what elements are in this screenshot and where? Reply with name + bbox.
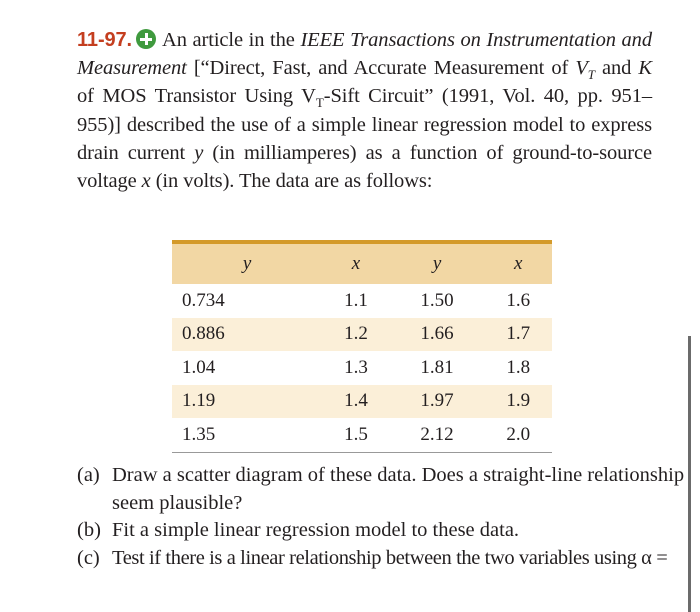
cell-x: 1.3 <box>322 351 390 385</box>
cell-y: 1.81 <box>390 351 485 385</box>
part-a-text: Draw a scatter diagram of these data. Does a straight-line relationship seem plausible? <box>112 464 685 514</box>
problem-text-2: [“Direct, Fast, and Accurate Measurement of <box>186 57 576 80</box>
var-v: V <box>575 57 588 80</box>
cell-y: 1.50 <box>390 284 485 318</box>
cell-y: 0.886 <box>172 318 322 352</box>
part-b <box>77 517 700 545</box>
problem-text-4: of MOS Transistor Using V <box>77 85 316 108</box>
vt-subscript: T <box>315 95 324 111</box>
cell-x: 1.8 <box>484 351 552 385</box>
cell-y: 1.35 <box>172 418 322 452</box>
scrollbar-edge[interactable] <box>688 336 691 612</box>
header-x-1: x <box>322 242 390 284</box>
journal-title: IEEE Transactions on Instrumentation and Measurement <box>77 29 652 80</box>
cell-y: 1.19 <box>172 385 322 419</box>
cell-x: 1.7 <box>484 318 552 352</box>
cell-x: 1.4 <box>322 385 390 419</box>
problem-statement <box>77 26 652 195</box>
cell-x: 1.5 <box>322 418 390 452</box>
header-x-2: x <box>484 242 552 284</box>
part-c <box>77 545 700 573</box>
cell-x: 1.6 <box>484 284 552 318</box>
part-c-text: Test if there is a linear relationship between the two variables using α = <box>112 546 668 569</box>
cell-y: 1.66 <box>390 318 485 352</box>
cell-y: 2.12 <box>390 418 485 452</box>
problem-text-7: (in volts). The data are as follows: <box>150 170 433 193</box>
problem-text-6: (in milliamperes) as a function of ground-to-source voltage <box>77 141 652 193</box>
cell-x: 1.2 <box>322 318 390 352</box>
problem-text-3: and <box>594 57 639 80</box>
plus-circle-icon[interactable] <box>136 29 156 49</box>
cell-y: 0.734 <box>172 284 322 318</box>
table-row <box>172 385 552 419</box>
header-y-1: y <box>172 242 322 284</box>
cell-x: 2.0 <box>484 418 552 452</box>
question-parts <box>77 462 700 572</box>
var-v-subscript: T <box>587 67 595 83</box>
var-x: x <box>141 170 151 193</box>
problem-number: 11-97. <box>77 29 133 51</box>
cell-x: 1.9 <box>484 385 552 419</box>
cell-y: 1.97 <box>390 385 485 419</box>
header-y-2: y <box>390 242 485 284</box>
var-k: K <box>638 57 652 80</box>
part-b-label: (b) <box>77 519 101 541</box>
part-c-label: (c) <box>77 546 100 569</box>
problem-text-5: -Sift Circuit” (1991, Vol. 40, pp. 951–955)] described the use of a simple linear regression model to express drain current <box>77 85 652 164</box>
problem-text-1: An article in the <box>162 29 301 51</box>
cell-x: 1.1 <box>322 284 390 318</box>
part-a-label: (a) <box>77 464 100 486</box>
data-table <box>172 240 552 453</box>
cell-y: 1.04 <box>172 351 322 385</box>
table-row <box>172 284 552 318</box>
part-b-text: Fit a simple linear regression model to these data. <box>112 519 520 541</box>
var-y: y <box>194 141 204 164</box>
table-row <box>172 351 552 385</box>
table-header-row <box>172 242 552 284</box>
part-a <box>77 462 700 517</box>
table-row <box>172 318 552 352</box>
table-row <box>172 418 552 452</box>
